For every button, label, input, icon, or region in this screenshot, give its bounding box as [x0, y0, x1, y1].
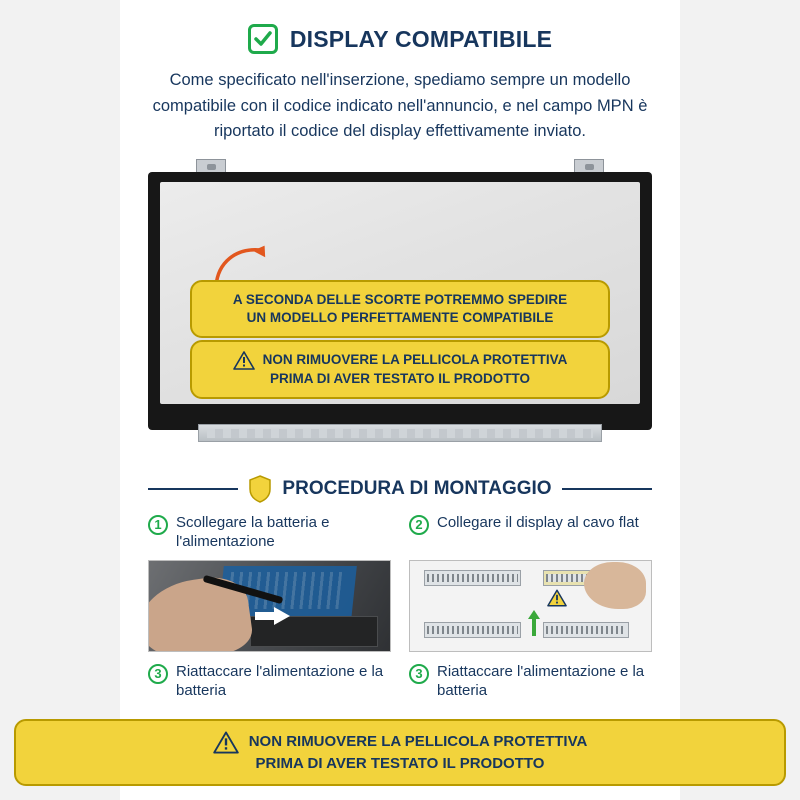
step-3-left	[148, 662, 391, 701]
footer-warning-banner	[14, 719, 786, 786]
warning-triangle-icon	[547, 589, 567, 607]
intro-paragraph: Come specificato nell'inserzione, spediamo sempre un modello compatibile con il codice indicato nell'annuncio, e nel campo MPN è riportato il codice del display effettivamente inviato.	[152, 71, 648, 141]
header	[120, 0, 680, 54]
connector-pins	[546, 626, 627, 634]
step-3-left-number: 3	[148, 664, 168, 684]
procedure-photos	[148, 560, 652, 652]
display-illustration	[148, 159, 652, 459]
footer-warning-line1: NON RIMUOVERE LA PELLICOLA PROTETTIVA	[248, 733, 588, 751]
protective-film-banner	[190, 340, 610, 399]
step-2-text: Collegare il display al cavo flat	[437, 513, 639, 531]
step-3-left-text: Riattaccare l'alimentazione e la batteria	[176, 662, 384, 700]
warning-triangle-icon	[233, 351, 255, 370]
screen-bottom-connector	[198, 424, 602, 442]
mounting-bracket-right-icon	[574, 159, 604, 173]
procedure-header	[148, 475, 652, 503]
step-1-text: Scollegare la batteria e l'alimentazione	[176, 513, 330, 551]
shield-icon	[248, 475, 272, 503]
connector-bottom-left	[424, 622, 520, 638]
connector-pins	[427, 626, 517, 634]
divider-left	[148, 488, 238, 490]
connector-top-left	[424, 570, 520, 586]
left-margin	[0, 0, 120, 800]
finger-graphic	[584, 562, 647, 609]
photo-battery-disconnect	[148, 560, 391, 652]
page-title: DISPLAY COMPATIBILE	[289, 25, 553, 52]
step-3-right	[409, 662, 652, 701]
compatibility-banner-line1: A SECONDA DELLE SCORTE POTREMMO SPEDIRE	[232, 291, 568, 307]
compatibility-banner-line2: UN MODELLO PERFETTAMENTE COMPATIBILE	[246, 309, 554, 325]
battery-graphic	[250, 616, 377, 647]
compatibility-banner	[190, 280, 610, 338]
photo-flat-cable-connect	[409, 560, 652, 652]
steps-bottom	[148, 662, 652, 701]
footer-warning-line2: PRIMA DI AVER TESTATO IL PRODOTTO	[255, 754, 545, 772]
check-box-icon	[248, 24, 278, 54]
warning-triangle-icon	[213, 731, 239, 754]
protective-film-banner-line1: NON RIMUOVERE LA PELLICOLA PROTETTIVA	[262, 352, 568, 368]
right-margin	[680, 0, 800, 800]
step-3-right-text: Riattaccare l'alimentazione e la batteria	[437, 662, 645, 700]
content-column	[120, 0, 680, 800]
step-2-number: 2	[409, 515, 429, 535]
pointer-arrow-icon	[274, 607, 290, 625]
screen-bezel	[148, 172, 652, 430]
divider-right	[562, 488, 652, 490]
step-3-right-number: 3	[409, 664, 429, 684]
protective-film-banner-line2: PRIMA DI AVER TESTATO IL PRODOTTO	[269, 370, 530, 386]
procedure-title: PROCEDURA DI MONTAGGIO	[282, 477, 552, 499]
step-1-number: 1	[148, 515, 168, 535]
connector-pins	[427, 574, 517, 582]
steps-top	[148, 513, 652, 552]
step-1	[148, 513, 391, 552]
green-up-arrow-icon	[528, 610, 540, 636]
ribbon-cable-icon	[207, 429, 593, 438]
step-2	[409, 513, 652, 552]
connector-bottom-right	[543, 622, 630, 638]
mounting-bracket-left-icon	[196, 159, 226, 173]
